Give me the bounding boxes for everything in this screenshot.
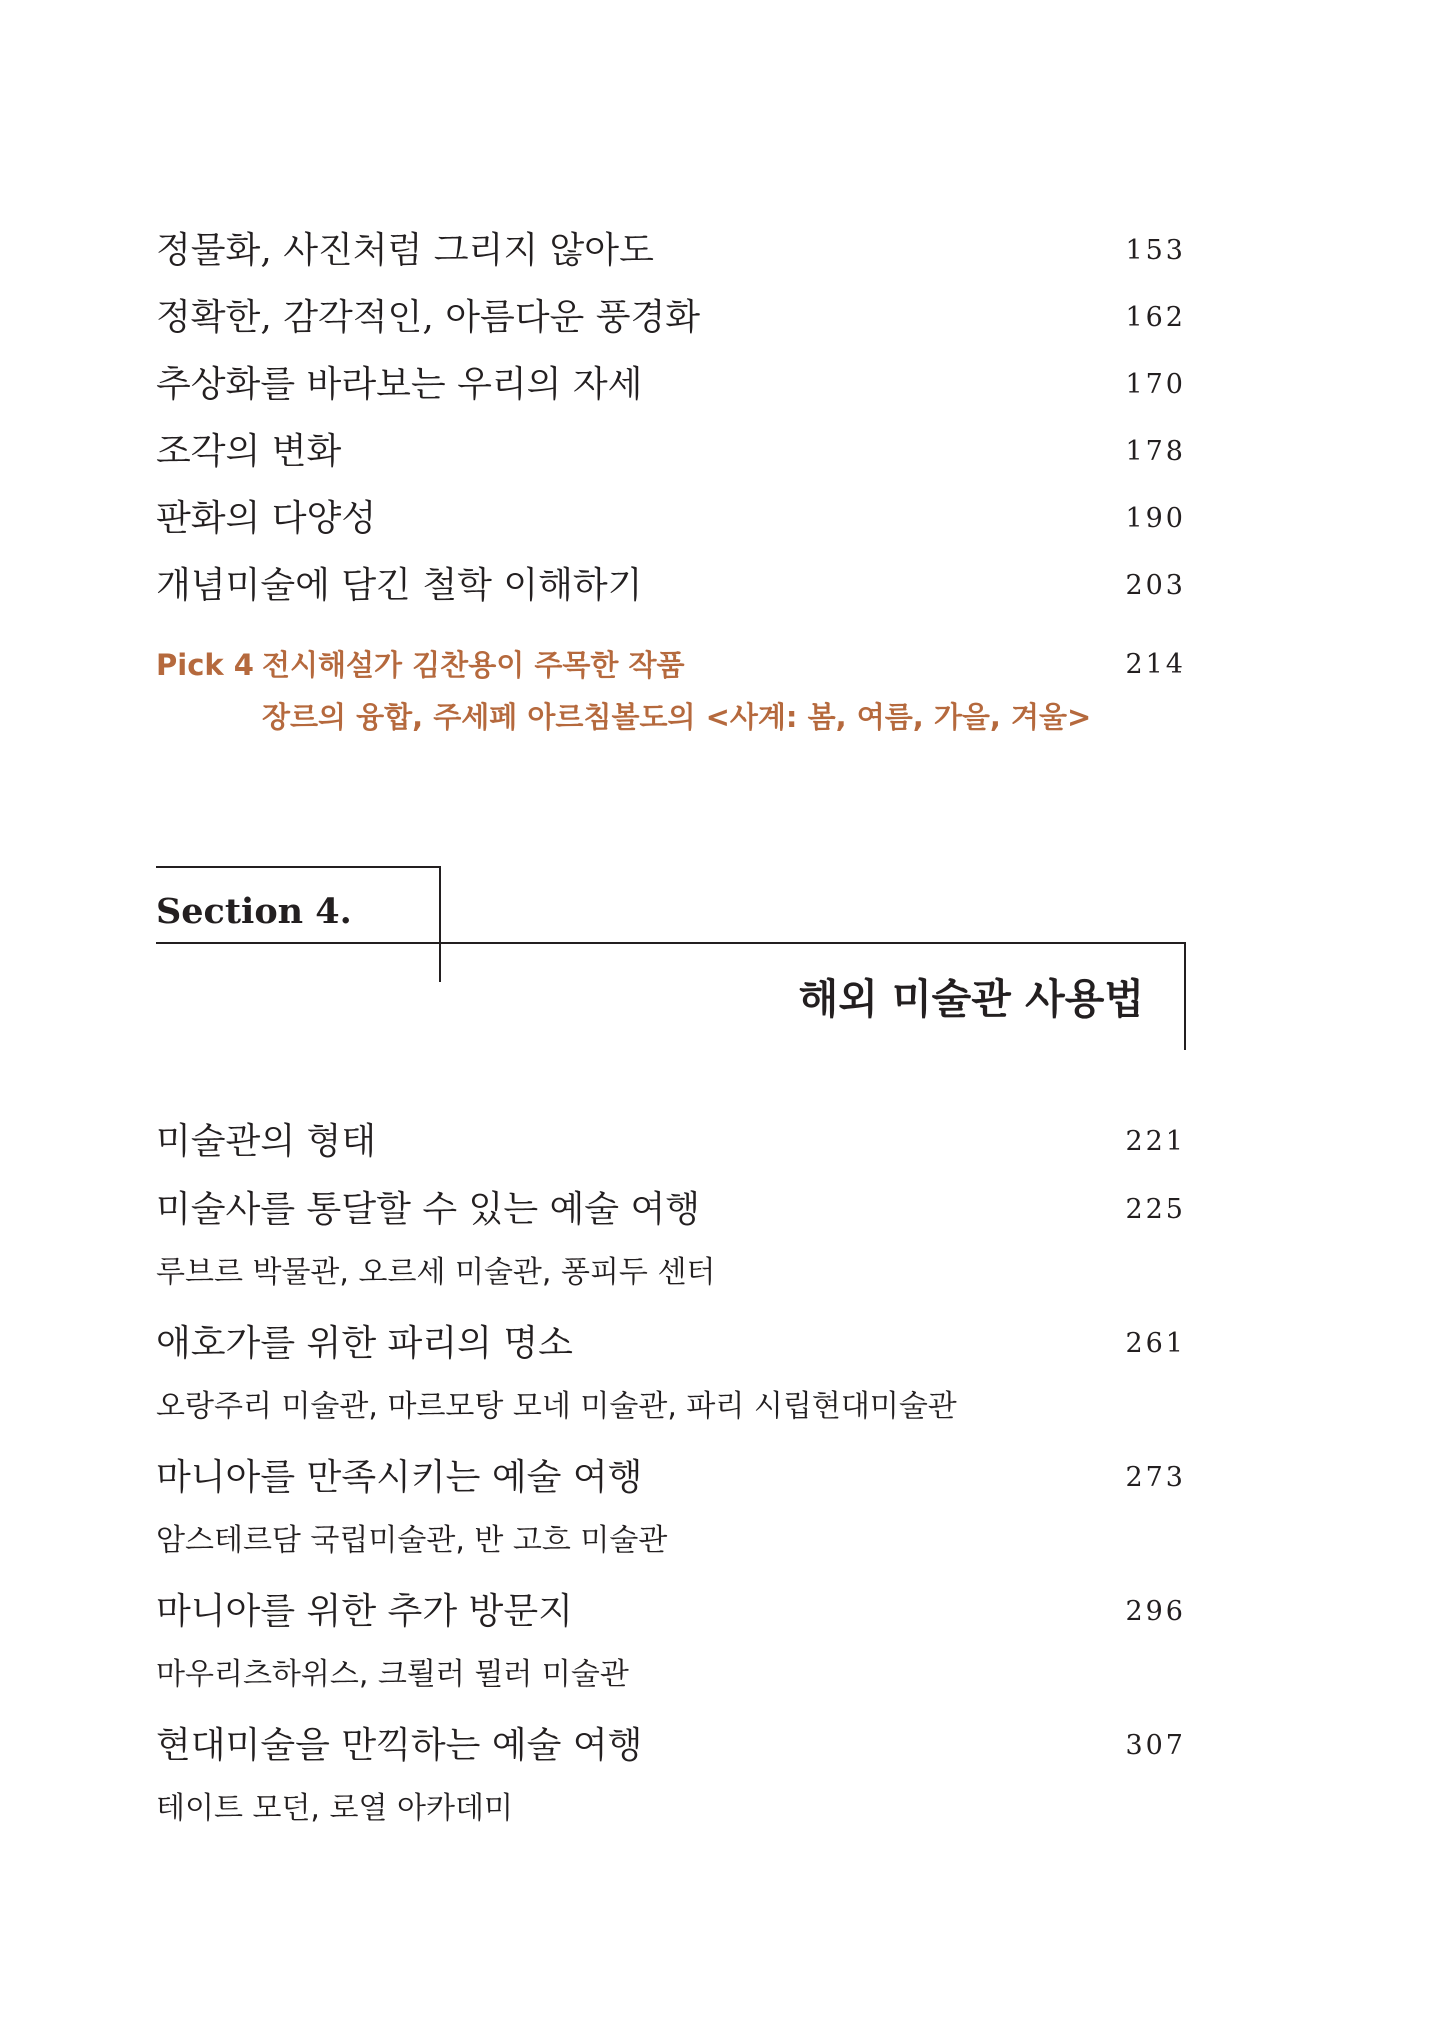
section-label: Section 4. bbox=[156, 891, 352, 932]
toc-entry-title[interactable]: 미술관의 형태 bbox=[156, 1121, 377, 1162]
pick-title-line2: 장르의 융합, 주세페 아르침볼도의 <사계: 봄, 여름, 가을, 겨울> bbox=[262, 700, 1092, 734]
toc-entry-title[interactable]: 정확한, 감각적인, 아름다운 풍경화 bbox=[156, 297, 701, 338]
toc-entry-subtitle: 루브르 박물관, 오르세 미술관, 퐁피두 센터 bbox=[156, 1255, 716, 1290]
toc-entry-title[interactable]: 개념미술에 담긴 철학 이해하기 bbox=[156, 565, 643, 606]
toc-entry-title[interactable]: 미술사를 통달할 수 있는 예술 여행 bbox=[156, 1189, 701, 1230]
toc-entry-page: 162 bbox=[1125, 302, 1186, 333]
section-line-middle bbox=[156, 942, 1186, 944]
toc-entry-title[interactable]: 판화의 다양성 bbox=[156, 498, 377, 539]
toc-entry-page: 307 bbox=[1125, 1730, 1186, 1761]
toc-entry-title[interactable]: 정물화, 사진처럼 그리지 않아도 bbox=[156, 230, 654, 271]
toc-entry-title[interactable]: 추상화를 바라보는 우리의 자세 bbox=[156, 364, 643, 405]
toc-entry-title[interactable]: 마니아를 만족시키는 예술 여행 bbox=[156, 1457, 643, 1498]
toc-entry-page: 190 bbox=[1125, 503, 1186, 534]
toc-entry-page: 261 bbox=[1125, 1328, 1186, 1359]
section-line-right-vertical bbox=[1184, 942, 1186, 1050]
toc-entry-subtitle: 테이트 모던, 로열 아카데미 bbox=[156, 1791, 513, 1826]
toc-entry-subtitle: 마우리츠하위스, 크뢸러 뮐러 미술관 bbox=[156, 1657, 629, 1692]
toc-entry-title[interactable]: 마니아를 위한 추가 방문지 bbox=[156, 1591, 573, 1632]
toc-entry-subtitle: 암스테르담 국립미술관, 반 고흐 미술관 bbox=[156, 1523, 668, 1558]
toc-entry-page: 178 bbox=[1125, 436, 1186, 467]
toc-entry-page: 221 bbox=[1125, 1126, 1186, 1157]
section-line-left-vertical bbox=[439, 866, 441, 982]
toc-entry-page: 170 bbox=[1125, 369, 1186, 400]
pick-title-line1: 전시해설가 김찬용이 주목한 작품 bbox=[262, 648, 685, 682]
toc-entry-page: 273 bbox=[1125, 1462, 1186, 1493]
toc-entry-page: 203 bbox=[1125, 570, 1186, 601]
pick-page: 214 bbox=[1125, 649, 1186, 680]
toc-entry-title[interactable]: 현대미술을 만끽하는 예술 여행 bbox=[156, 1725, 643, 1766]
section-line-top bbox=[156, 866, 440, 868]
toc-entry-page: 296 bbox=[1125, 1596, 1186, 1627]
toc-entry-page: 153 bbox=[1125, 235, 1186, 266]
toc-entry-subtitle: 오랑주리 미술관, 마르모탕 모네 미술관, 파리 시립현대미술관 bbox=[156, 1389, 957, 1424]
pick-label: Pick 4 bbox=[156, 648, 254, 682]
section-title: 해외 미술관 사용법 bbox=[798, 975, 1144, 1023]
toc-entry-title[interactable]: 조각의 변화 bbox=[156, 431, 342, 472]
toc-entry-title[interactable]: 애호가를 위한 파리의 명소 bbox=[156, 1323, 573, 1364]
toc-entry-page: 225 bbox=[1125, 1194, 1186, 1225]
